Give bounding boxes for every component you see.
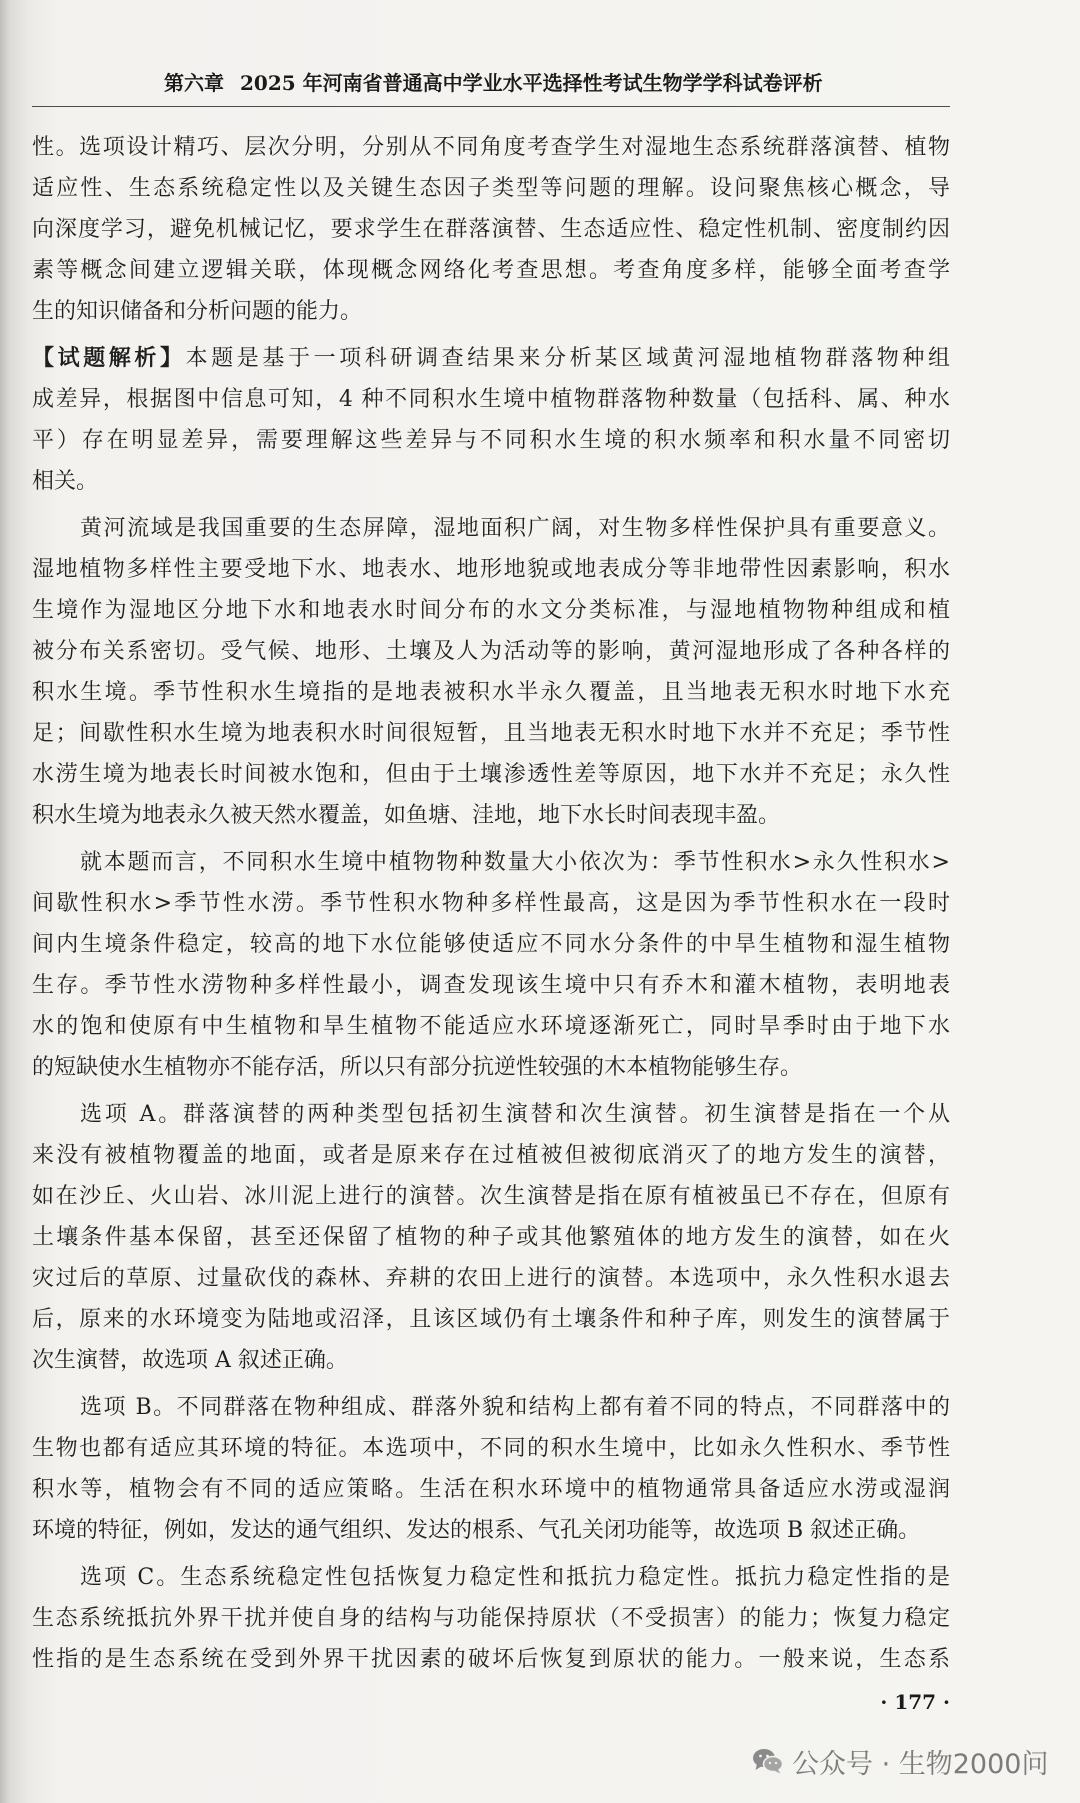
text-line: 间歇性积水>季节性水涝。季节性积水物种多样性最高，这是因为季节性积水在一段时 — [32, 891, 950, 916]
text-line — [32, 338, 950, 379]
text-line: 就本题而言，不同积水生境中植物物种数量大小依次为：季节性积水>永久性积水> — [80, 850, 950, 875]
paragraph-yellow-river-background — [32, 508, 950, 836]
text-line: 性指的是生态系统在受到外界干扰因素的破坏后恢复到原状的能力。一般来说，生态系 — [32, 1647, 950, 1672]
paragraph-option-c — [32, 1557, 950, 1680]
text-line: 后，原来的水环境变为陆地或沼泽，且该区域仍有土壤条件和种子库，则发生的演替属于 — [32, 1307, 950, 1332]
watermark — [752, 1743, 1048, 1779]
paragraph-option-b — [32, 1387, 950, 1551]
analysis-label: 【试题解析】 — [32, 345, 186, 371]
paragraph-species-ranking — [32, 842, 950, 1088]
text-line: 环境的特征，例如，发达的通气组织、发达的根系、气孔关闭功能等，故选项 B 叙述正确。 — [32, 1518, 921, 1543]
text-line: 间内生境条件稳定，较高的地下水位能够使适应不同水分条件的中旱生植物和湿生植物 — [32, 932, 950, 957]
body-text — [32, 127, 950, 1686]
text-line: 的短缺使水生植物亦不能存活，所以只有部分抗逆性较强的木本植物能够生存。 — [32, 1055, 803, 1080]
text-line-content: 本题是基于一项科研调查结果来分析某区域黄河湿地植物群落物种组 — [185, 346, 950, 371]
text-line: 相关。 — [32, 469, 99, 494]
text-line: 水的饱和使原有中生植物和旱生植物不能适应水环境逐渐死亡，同时旱季时由于地下水 — [32, 1014, 950, 1039]
text-line: 黄河流域是我国重要的生态屏障，湿地面积广阔，对生物多样性保护具有重要意义。 — [80, 516, 950, 541]
text-line: 选项 B。不同群落在物种组成、群落外貌和结构上都有着不同的特点，不同群落中的 — [80, 1395, 950, 1420]
running-header — [164, 70, 823, 96]
text-line: 被分布关系密切。受气候、地形、土壤及人为活动等的影响，黄河湿地形成了各种各样的 — [32, 639, 950, 664]
text-line: 性。选项设计精巧、层次分明，分别从不同角度考查学生对湿地生态系统群落演替、植物 — [32, 135, 950, 160]
text-line: 水涝生境为地表长时间被水饱和，但由于土壤渗透性差等原因，地下水并不充足；永久性 — [32, 762, 950, 787]
text-line: 选项 A。群落演替的两种类型包括初生演替和次生演替。初生演替是指在一个从 — [80, 1102, 950, 1127]
text-line: 生物也都有适应其环境的特征。本选项中，不同的积水生境中，比如永久性积水、季节性 — [32, 1436, 950, 1461]
text-line: 足；间歇性积水生境为地表积水时间很短暂，且当地表无积水时地下水并不充足；季节性 — [32, 721, 950, 746]
text-line: 土壤条件基本保留，甚至还保留了植物的种子或其他繁殖体的地方发生的演替，如在火 — [32, 1225, 950, 1250]
text-line: 向深度学习，避免机械记忆，要求学生在群落演替、生态适应性、稳定性机制、密度制约因 — [32, 217, 950, 242]
watermark-text: 公众号 · 生物2000问 — [792, 1748, 1049, 1780]
page-number: · 177 · — [880, 1690, 950, 1714]
text-line: 素等概念间建立逻辑关联，体现概念网络化考查思想。考查角度多样，能够全面考查学 — [32, 258, 950, 283]
text-line: 湿地植物多样性主要受地下水、地表水、地形地貌或地表成分等非地带性因素影响，积水 — [32, 557, 950, 582]
text-line: 生存。季节性水涝物种多样性最小，调查发现该生境中只有乔木和灌木植物，表明地表 — [32, 973, 950, 998]
text-line: 如在沙丘、火山岩、冰川泥上进行的演替。次生演替是指在原有植被虽已不存在，但原有 — [32, 1184, 950, 1209]
chapter-title: 2025 年河南省普通高中学业水平选择性考试生物学学科试卷评析 — [240, 71, 823, 95]
chapter-label: 第六章 — [164, 71, 224, 95]
wechat-icon — [752, 1747, 784, 1775]
text-line: 灾过后的草原、过量砍伐的森林、弃耕的农田上进行的演替。本选项中，永久性积水退去 — [32, 1266, 950, 1291]
text-line: 选项 C。生态系统稳定性包括恢复力稳定性和抵抗力稳定性。抵抗力稳定性指的是 — [80, 1565, 950, 1590]
text-line: 次生演替，故选项 A 叙述正确。 — [32, 1348, 348, 1373]
paragraph-option-a — [32, 1094, 950, 1381]
text-line: 适应性、生态系统稳定性以及关键生态因子类型等问题的理解。设问聚焦核心概念，导 — [32, 176, 950, 201]
text-line: 成差异，根据图中信息可知，4 种不同积水生境中植物群落物种数量（包括科、属、种水 — [32, 387, 950, 412]
header-rule — [32, 106, 950, 107]
text-line: 生态系统抵抗外界干扰并使自身的结构与功能保持原状（不受损害）的能力；恢复力稳定 — [32, 1606, 950, 1631]
text-line: 平）存在明显差异，需要理解这些差异与不同积水生境的积水频率和积水量不同密切 — [32, 428, 950, 453]
text-line: 来没有被植物覆盖的地面，或者是原来存在过植被但被彻底消灭了的地方发生的演替， — [32, 1143, 950, 1168]
text-line: 积水生境为地表永久被天然水覆盖，如鱼塘、洼地，地下水长时间表现丰盈。 — [32, 803, 781, 828]
paragraph-intro-continuation — [32, 127, 950, 332]
text-line: 生境作为湿地区分地下水和地表水时间分布的水文分类标准，与湿地植物物种组成和植 — [32, 598, 950, 623]
paragraph-question-analysis — [32, 338, 950, 502]
text-line: 生的知识储备和分析问题的能力。 — [32, 299, 363, 324]
text-line: 积水生境。季节性积水生境指的是地表被积水半永久覆盖，且当地表无积水时地下水充 — [32, 680, 950, 705]
text-line: 积水等，植物会有不同的适应策略。生活在积水环境中的植物通常具备适应水涝或湿润 — [32, 1477, 950, 1502]
